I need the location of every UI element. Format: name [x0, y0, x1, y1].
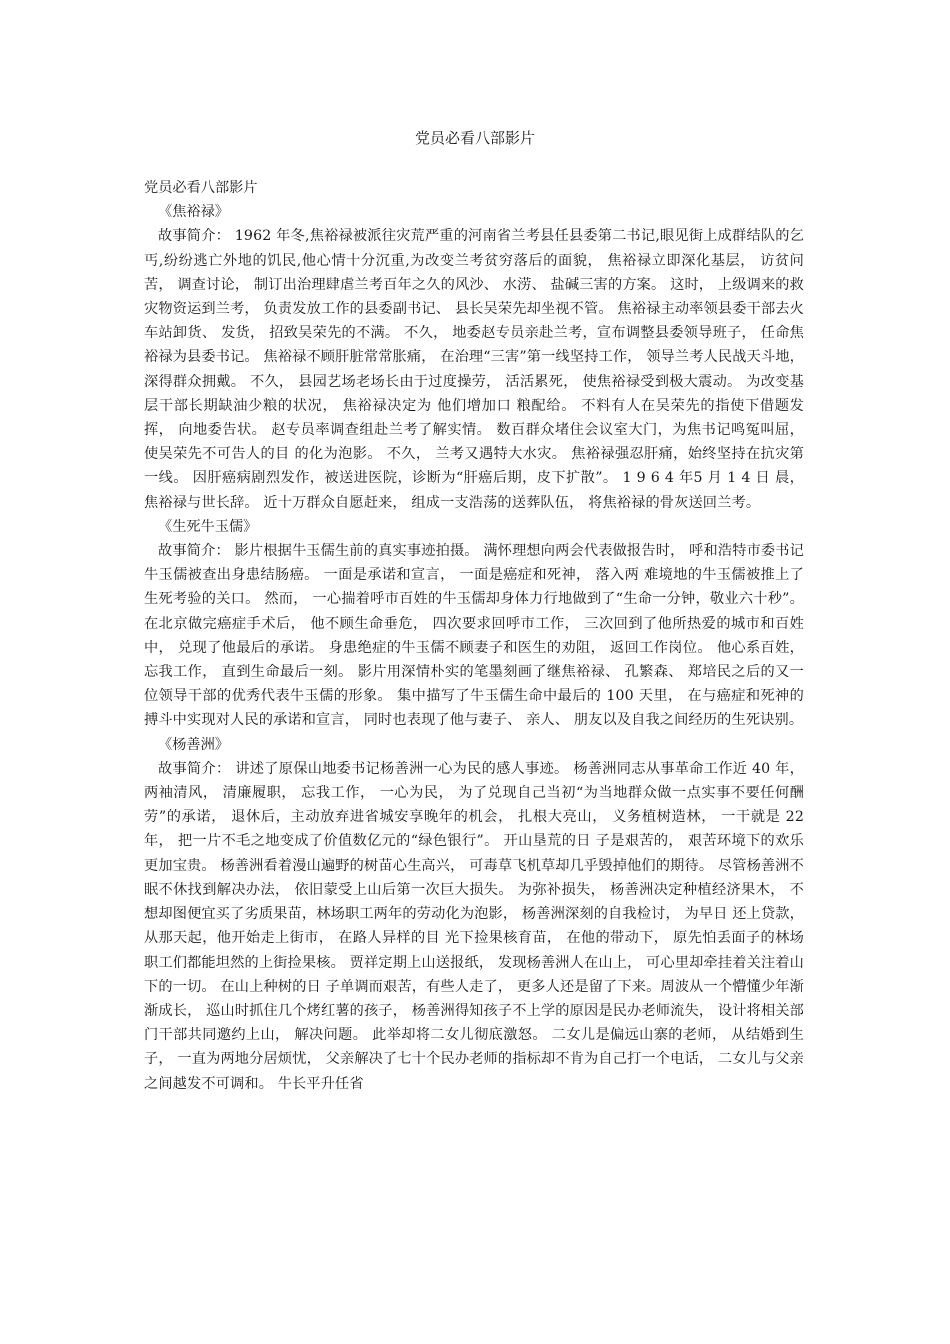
film-title-jiao-yulu: 《焦裕禄》: [158, 204, 229, 221]
document-title: 党员必看八部影片: [414, 129, 535, 147]
film-synopsis-yang-shanzhou: 故事简介： 讲述了原保山地委书记杨善洲一心为民的感人事迹。 杨善洲同志从事革命工作近 40 年， 两袖清风， 清廉履职， 忘我工作， 一心为民， 为了兑现自己当初“为当地群众做一点实事不要任何酬劳”的承诺， 退休后，主动放弃进省城安享晚年的机会， 扎根大亮山， 义务植树造林， 一干就是 22年， 把一片不毛之地变成了价值数亿元的“绿色银行”。 开山垦荒的日 子是艰苦的， 艰苦环境下的欢乐更加宝贵。 杨善洲看着漫山遍野的树苗心生高兴， 可毒草飞机草却几乎毁掉他们的期待。 尽管杨善洲不眠不休找到解决办法， 依旧蒙受上山后第一次巨大损失。 为弥补损失， 杨善洲决定种植经济果木， 不想却图便宜买了劣质果苗，林场职工两年的劳动化为泡影， 杨善洲深刻的自我检讨， 为早日 还上贷款， 从那天起，他开始走上街市， 在路人异样的目 光下捡果核育苗， 在他的带动下， 原先怕丢面子的林场职工们都能坦然的上街捡果核。 贾祥定期上山送报纸， 发现杨善洲人在山上， 可心里却牵挂着关注着山下的一切。 在山上种树的日 子单调而艰苦，有些人走了， 更多人还是留了下来。周波从一个懵懂少年渐渐成长， 巡山时抓住几个烤红薯的孩子， 杨善洲得知孩子不上学的原因是民办老师流失， 设计将相关部门干部共同邀约上山， 解决问题。 此举却将二女儿彻底激怒。 二女儿是偏远山寨的老师， 从结婚到生子， 一直为两地分居烦忧， 父亲解决了七十个民办老师的指标却不肯为自己打一个电话， 二女儿与父亲之间越发不可调和。 牛长平升任省: [144, 760, 804, 1092]
film-title-yang-shanzhou: 《杨善洲》: [158, 736, 229, 753]
film-title-niu-yuru: 《生死牛玉儒》: [158, 518, 258, 535]
section-heading: 党员必看八部影片: [144, 180, 258, 196]
film-synopsis-niu-yuru: 故事简介： 影片根据牛玉儒生前的真实事迹拍摄。 满怀理想向两会代表做报告时， 呼和浩特市委书记牛玉儒被查出身患结肠癌。 一面是承诺和宣言， 一面是癌症和死神， 落入两 难境地的牛玉儒被推上了生死考验的关口。 然而， 一心揣着呼市百姓的牛玉儒却身体力行地做到了“生命一分钟，敬业六十秒”。 在北京做完癌症手术后， 他不顾生命垂危， 四次要求回呼市工作， 三次回到了他所热爱的城市和百姓中， 兑现了他最后的承诺。 身患绝症的牛玉儒不顾妻子和医生的劝阻， 返回工作岗位。 他心系百姓， 忘我工作， 直到生命最后一刻。 影片用深情朴实的笔墨刻画了继焦裕禄、 孔繁森、 郑培民之后的又一位领导干部的优秀代表牛玉儒的形象。 集中描写了牛玉儒生命中最后的 100 天里， 在与癌症和死神的搏斗中实现对人民的承诺和宣言， 同时也表现了他与妻子、 亲人、 朋友以及自我之间经历的生死诀别。: [144, 543, 804, 729]
document-body: [144, 176, 804, 1096]
film-synopsis-jiao-yulu: 故事简介： 1962 年冬,焦裕禄被派往灾荒严重的河南省兰考县任县委第二书记,眼见街上成群结队的乞丐,纷纷逃亡外地的饥民,他心情十分沉重,为改变兰考贫穷落后的面貌， 焦裕禄立即深化基层， 访贫问苦， 调查讨论， 制订出治理肆虐兰考百年之久的风沙、 水涝、 盐碱三害的方案。 这时， 上级调来的救灾物资运到兰考， 负责发放工作的县委副书记、 县长吴荣先却坐视不管。 焦裕禄主动率领县委干部去火车站卸货、 发货， 招致吴荣先的不满。 不久， 地委赵专员亲赴兰考，宣布调整县委领导班子， 任命焦裕禄为县委书记。 焦裕禄不顾肝脏常常胀痛， 在治理“三害”第一线坚持工作， 领导兰考人民战天斗地， 深得群众拥戴。 不久， 县园艺场老场长由于过度操劳， 活活累死， 使焦裕禄受到极大震动。 为改变基层干部长期缺油少粮的状况， 焦裕禄决定为 他们增加口 粮配给。 不料有人在吴荣先的指使下借题发挥， 向地委告状。 赵专员率调查组赴兰考了解实情。 数百群众堵住会议室大门，为焦书记鸣冤叫屈， 使吴荣先不可告人的目 的化为泡影。 不久， 兰考又遇特大水灾。 焦裕禄强忍肝痛，始终坚持在抗灾第一线。 因肝癌病剧烈发作，被送进医院，诊断为“肝癌后期，皮下扩散”。 1 9 6 4 年5 月 1 4 日 晨， 焦裕禄与世长辞。 近十万群众自愿赶来， 组成一支浩荡的送葬队伍， 将焦裕禄的骨灰送回兰考。: [144, 228, 804, 511]
